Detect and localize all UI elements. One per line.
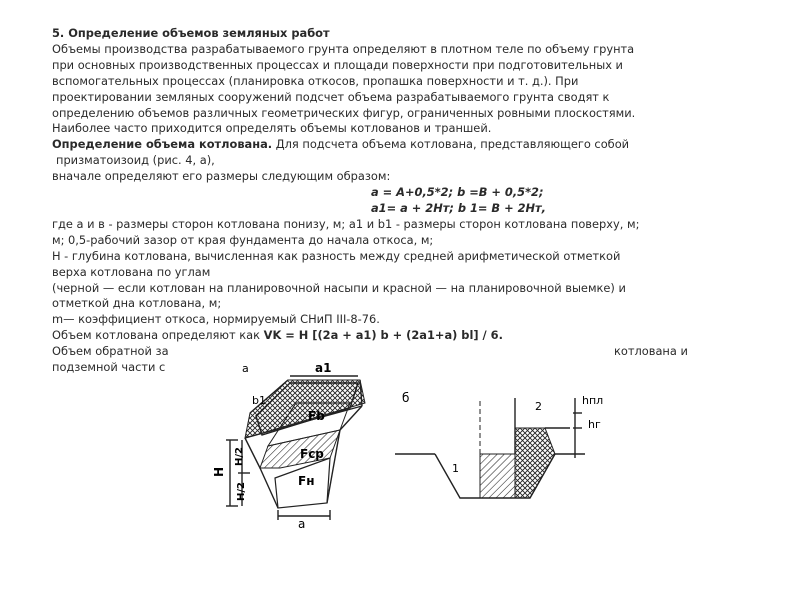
- fill-area-1: [480, 454, 515, 498]
- definition-line: верха котлована по углам: [52, 264, 211, 279]
- label-b: б: [402, 391, 410, 405]
- last-line-2: подземной части с: [52, 360, 166, 375]
- cross-section-drawing: [395, 398, 585, 498]
- pit-paragraph: [52, 137, 752, 153]
- excavation-figure: [190, 358, 735, 530]
- volume-prefix: Объем котлована определяют как: [52, 328, 264, 343]
- section-heading: 5. Определение объемов земляных работ: [52, 26, 330, 40]
- definition-line: (черной — если котлован на планировочной насыпи и красной — на планировочной выемке) и: [52, 280, 626, 295]
- document-body: [52, 26, 752, 376]
- label-h-pl: hпл: [582, 394, 604, 407]
- intro-line: определению объемов различных геометрических фигур, ограниченных ровными плоскостями.: [52, 105, 636, 120]
- volume-formula: VK = H [(2a + a1) b + (2a1+a) bl] / 6.: [263, 328, 503, 343]
- formula-1: a = A+0,5*2; b =B + 0,5*2;: [371, 185, 544, 200]
- last-line-end: котлована и: [614, 344, 688, 359]
- label-a-bottom: a: [298, 517, 306, 530]
- label-fn: Fн: [298, 474, 315, 488]
- label-h: H: [212, 466, 226, 477]
- label-a-top: a: [242, 362, 249, 375]
- pit-text-line: вначале определяют его размеры следующим образом:: [52, 169, 391, 184]
- label-fb: Fb: [308, 409, 325, 423]
- label-num-1: 1: [452, 462, 459, 475]
- definition-line: отметкой дна котлована, м;: [52, 296, 222, 311]
- formula-2: a1= a + 2Hт; b 1= B + 2Hт,: [371, 200, 546, 215]
- intro-line: при основных производственных процессах и площади поверхности при подготовительных и: [52, 57, 623, 72]
- label-fcp: Fcp: [300, 447, 324, 461]
- fill-area-2: [515, 428, 555, 498]
- definition-line: где a и в - размеры сторон котлована понизу, м; a1 и b1 - размеры сторон котлована поверху, м;: [52, 216, 640, 231]
- label-h2-upper: H/2: [234, 447, 245, 466]
- last-line-start: Объем обратной за: [52, 344, 169, 359]
- label-b1: b1: [252, 394, 266, 407]
- volume-line: [52, 328, 752, 344]
- label-h2-lower: H/2: [236, 482, 247, 501]
- pit-text: Для подсчета объема котлована, представляющего собой: [272, 137, 630, 152]
- pit-heading: Определение объема котлована.: [52, 137, 273, 152]
- pit-text-line: призматоизоид (рис. 4, а),: [56, 153, 215, 168]
- label-h-g: hг: [588, 418, 601, 431]
- definition-line: м; 0,5-рабочий зазор от края фундамента до начала откоса, м;: [52, 232, 434, 247]
- definition-line: Н - глубина котлована, вычисленная как разность между средней арифметической отметкой: [52, 248, 621, 263]
- intro-line: Объемы производства разрабатываемого грунта определяют в плотном теле по объему грунта: [52, 41, 635, 56]
- intro-line: Наиболее часто приходится определять объемы котлованов и траншей.: [52, 121, 492, 136]
- definition-line: m— коэффициент откоса, нормируемый СНиП III-8-76.: [52, 312, 380, 327]
- intro-line: проектировании земляных сооружений подсчет объема разрабатываемого грунта сводят к: [52, 89, 610, 104]
- intro-line: вспомогательных процессах (планировка откосов, пропашка поверхности и т. д.). При: [52, 73, 579, 88]
- label-num-2: 2: [535, 400, 542, 413]
- label-a1: a1: [315, 361, 332, 375]
